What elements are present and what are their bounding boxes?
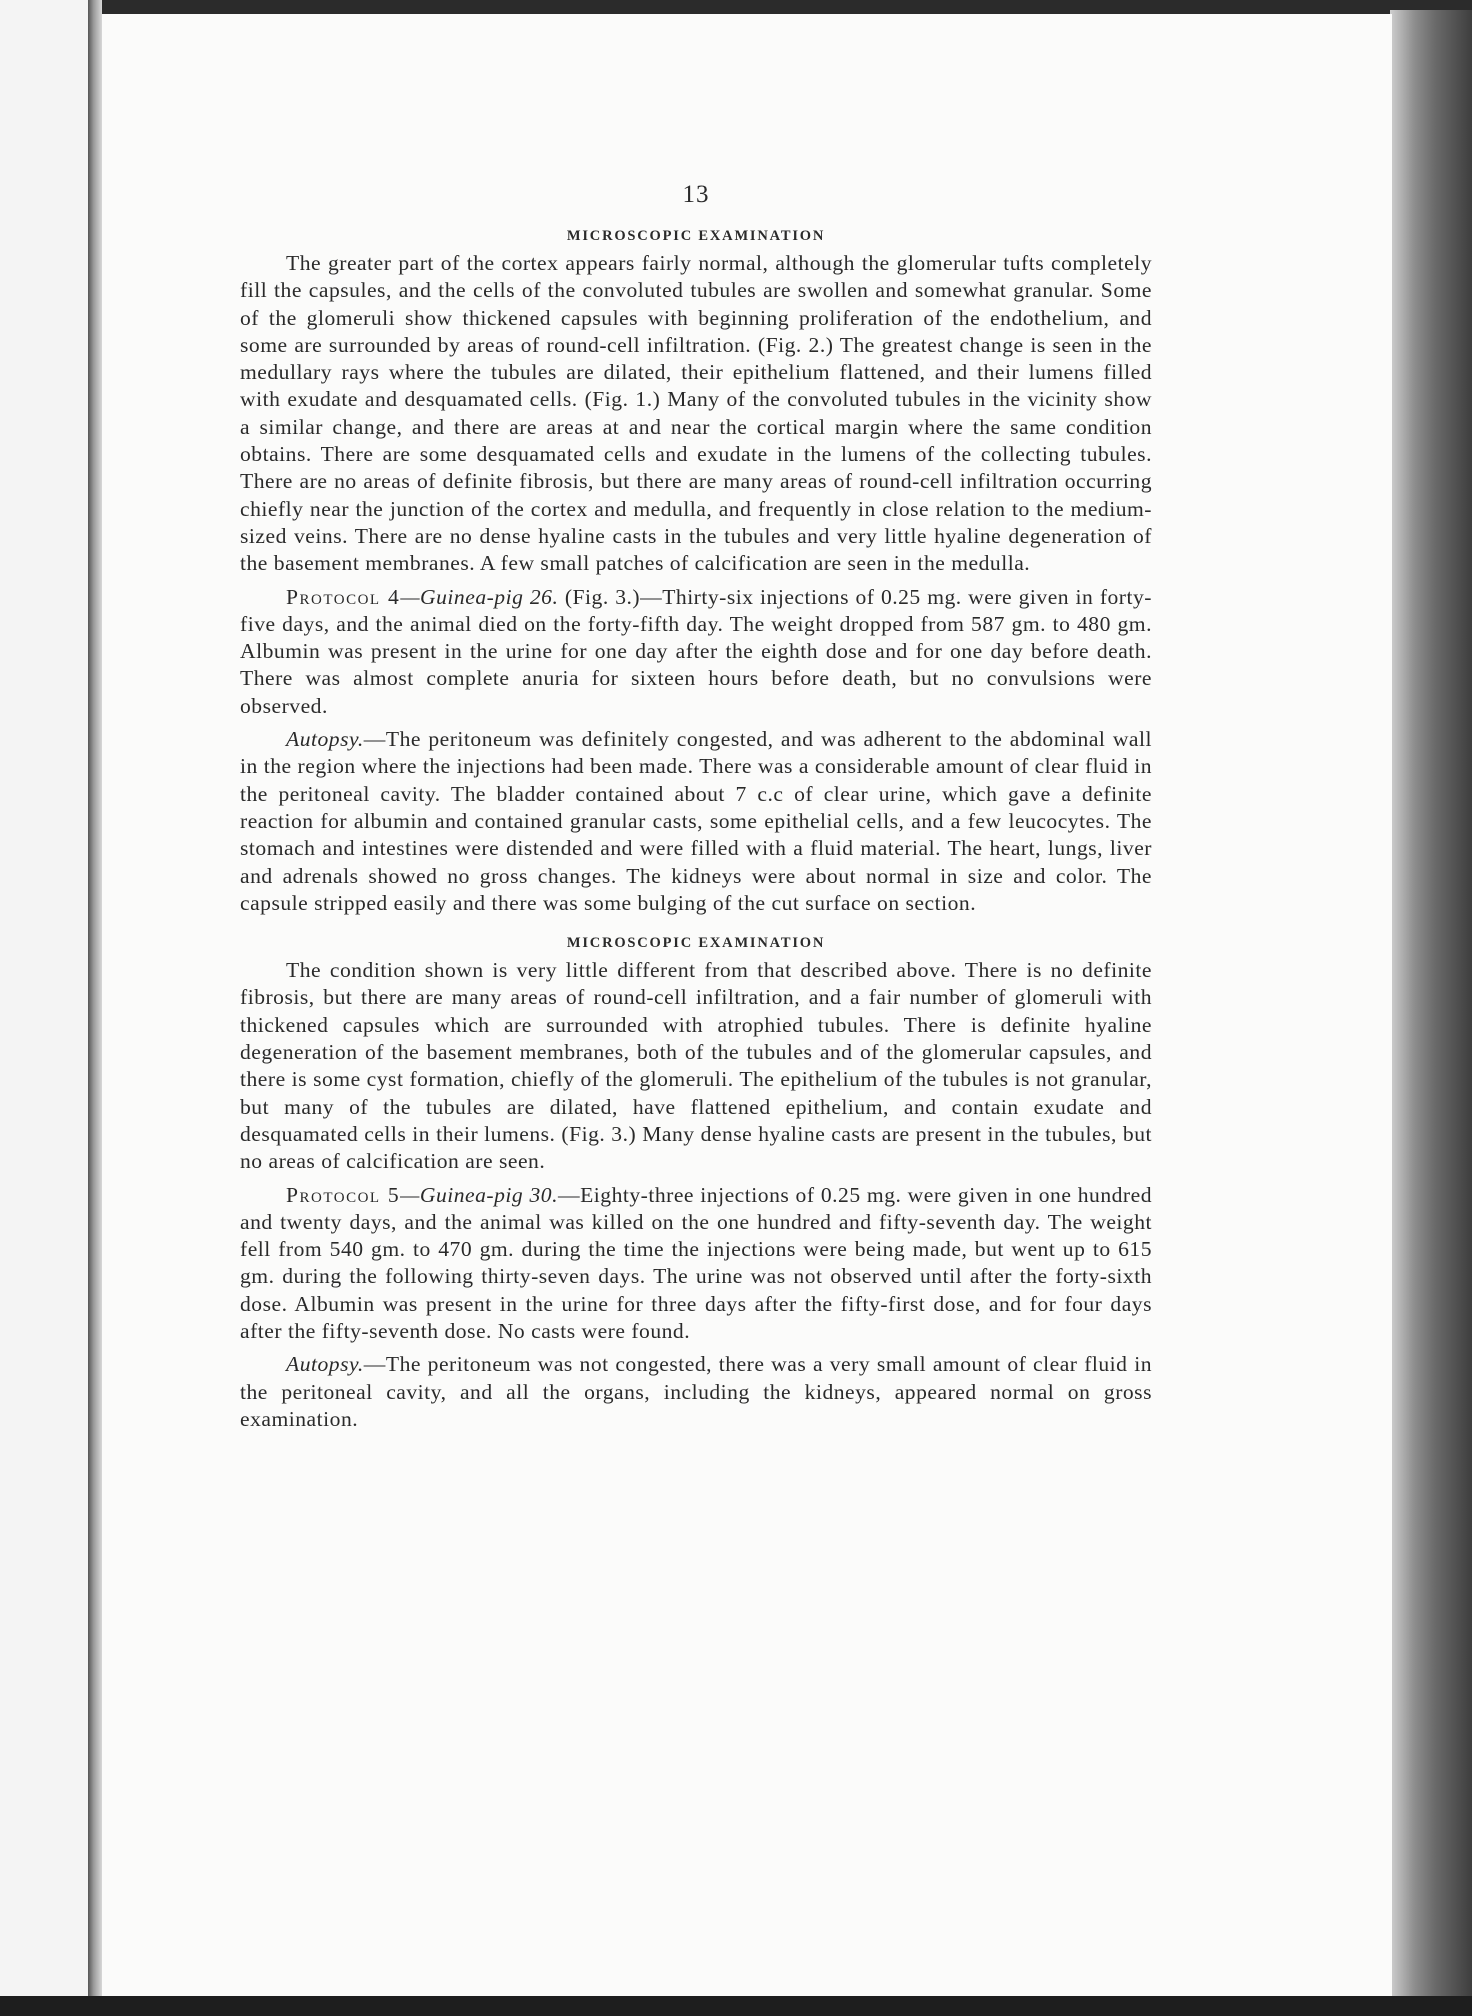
- paragraph-autopsy-4: [240, 726, 1152, 917]
- scan-top-border: [0, 0, 1472, 14]
- page-stack-edge: [1390, 10, 1472, 2000]
- paragraph-microscopic-2: The condition shown is very little different from that described above. There is no definite fibrosis, but there are many areas of round-cell infiltration, and a fair number of glomeruli with thickened capsules which are surrounded with atrophied tubules. There is definite hyaline degeneration of the basement membranes, both of the tubules and of the glomerular capsules, and there is some cyst formation, chiefly of the glomeruli. The epithelium of the tubules is not granular, but many of the tubules are dilated, have flattened epithelium, and contain exudate and desquamated cells in their lumens. (Fig. 3.) Many dense hyaline casts are present in the tubules, but no areas of calcification are seen.: [240, 958, 1152, 1174]
- paragraph-protocol-5: [240, 1182, 1152, 1346]
- protocol-4-label: Protocol 4: [286, 584, 401, 609]
- page-number: 13: [682, 181, 710, 208]
- book-page: [102, 14, 1392, 1996]
- protocol-4-subject: —Guinea-pig 26.: [400, 584, 559, 609]
- paragraph-autopsy-5: [240, 1351, 1152, 1433]
- protocol-5-subject: —Guinea-pig 30.: [400, 1182, 558, 1207]
- protocol-5-text: —Eighty-three injections of 0.25 mg. were given in one hundred and twenty days, and the animal was killed on the one hundred and fifty-seventh day. The weight fell from 540 gm. to 470 gm. during the time the injections were being made, but went up to 615 gm. during the following thirty-seven days. The urine was not observed until after the forty-sixth dose. Albumin was present in the urine for three days after the fifty-first dose, and for four days after the fifty-seventh dose. No casts were found.: [240, 1182, 1152, 1343]
- paragraph-microscopic-1: The greater part of the cortex appears fairly normal, although the glomerular tufts completely fill the capsules, and the cells of the convoluted tubules are swollen and somewhat granular. Some of the glomeruli show thickened capsules with beginning proliferation of the endothelium, and some are surrounded by areas of round-cell infiltration. (Fig. 2.) The greatest change is seen in the medullary rays where the tubules are dilated, their epithelium flattened, and their lumens filled with exudate and desquamated cells. (Fig. 1.) Many of the convoluted tubules in the vicinity show a similar change, and there are areas at and near the cortical margin where the same condition obtains. There are some desquamated cells and exudate in the lumens of the collecting tubules. There are no areas of definite fibrosis, but there are many areas of round-cell infiltration occurring chiefly near the junction of the cortex and medulla, and frequently in close relation to the medium-sized veins. There are no dense hyaline casts in the tubules and very little hyaline degeneration of the basement membranes. A few small patches of calcification are seen in the medulla.: [240, 251, 1152, 576]
- scan-bottom-border: [0, 1996, 1472, 2016]
- section-heading-microscopic-1: MICROSCOPIC EXAMINATION: [566, 228, 826, 244]
- paragraph-protocol-4: [240, 584, 1152, 720]
- facing-page-edge: [0, 0, 93, 2016]
- autopsy-4-label: Autopsy.: [286, 727, 364, 752]
- autopsy-4-text: —The peritoneum was definitely congested, and was adherent to the abdominal wall in the region where the injections had been made. There was a considerable amount of clear fluid in the peritoneal cavity. The bladder contained about 7 c.c of clear urine, which gave a definite reaction for albumin and contained granular casts, some epithelial cells, and a few leucocytes. The stomach and intestines were distended and were filled with a fluid material. The heart, lungs, liver and adrenals showed no gross changes. The kidneys were about normal in size and color. The capsule stripped easily and there was some bulging of the cut surface on section.: [240, 727, 1152, 915]
- protocol-4-text: (Fig. 3.)—Thirty-six injections of 0.25 mg. were given in forty-five days, and the animal died on the forty-fifth day. The weight dropped from 587 gm. to 480 gm. Albumin was present in the urine for one day after the eighth dose and for one day before death. There was almost complete anuria for sixteen hours before death, but no convulsions were observed.: [240, 584, 1152, 718]
- protocol-5-label: Protocol 5: [286, 1182, 401, 1207]
- autopsy-5-text: —The peritoneum was not congested, there was a very small amount of clear fluid in the peritoneal cavity, and all the organs, including the kidneys, appeared normal on gross examination.: [240, 1352, 1152, 1431]
- autopsy-5-label: Autopsy.: [286, 1352, 364, 1377]
- book-gutter: [88, 0, 102, 2016]
- section-heading-microscopic-2: MICROSCOPIC EXAMINATION: [566, 935, 826, 952]
- page-content: [240, 180, 1152, 1439]
